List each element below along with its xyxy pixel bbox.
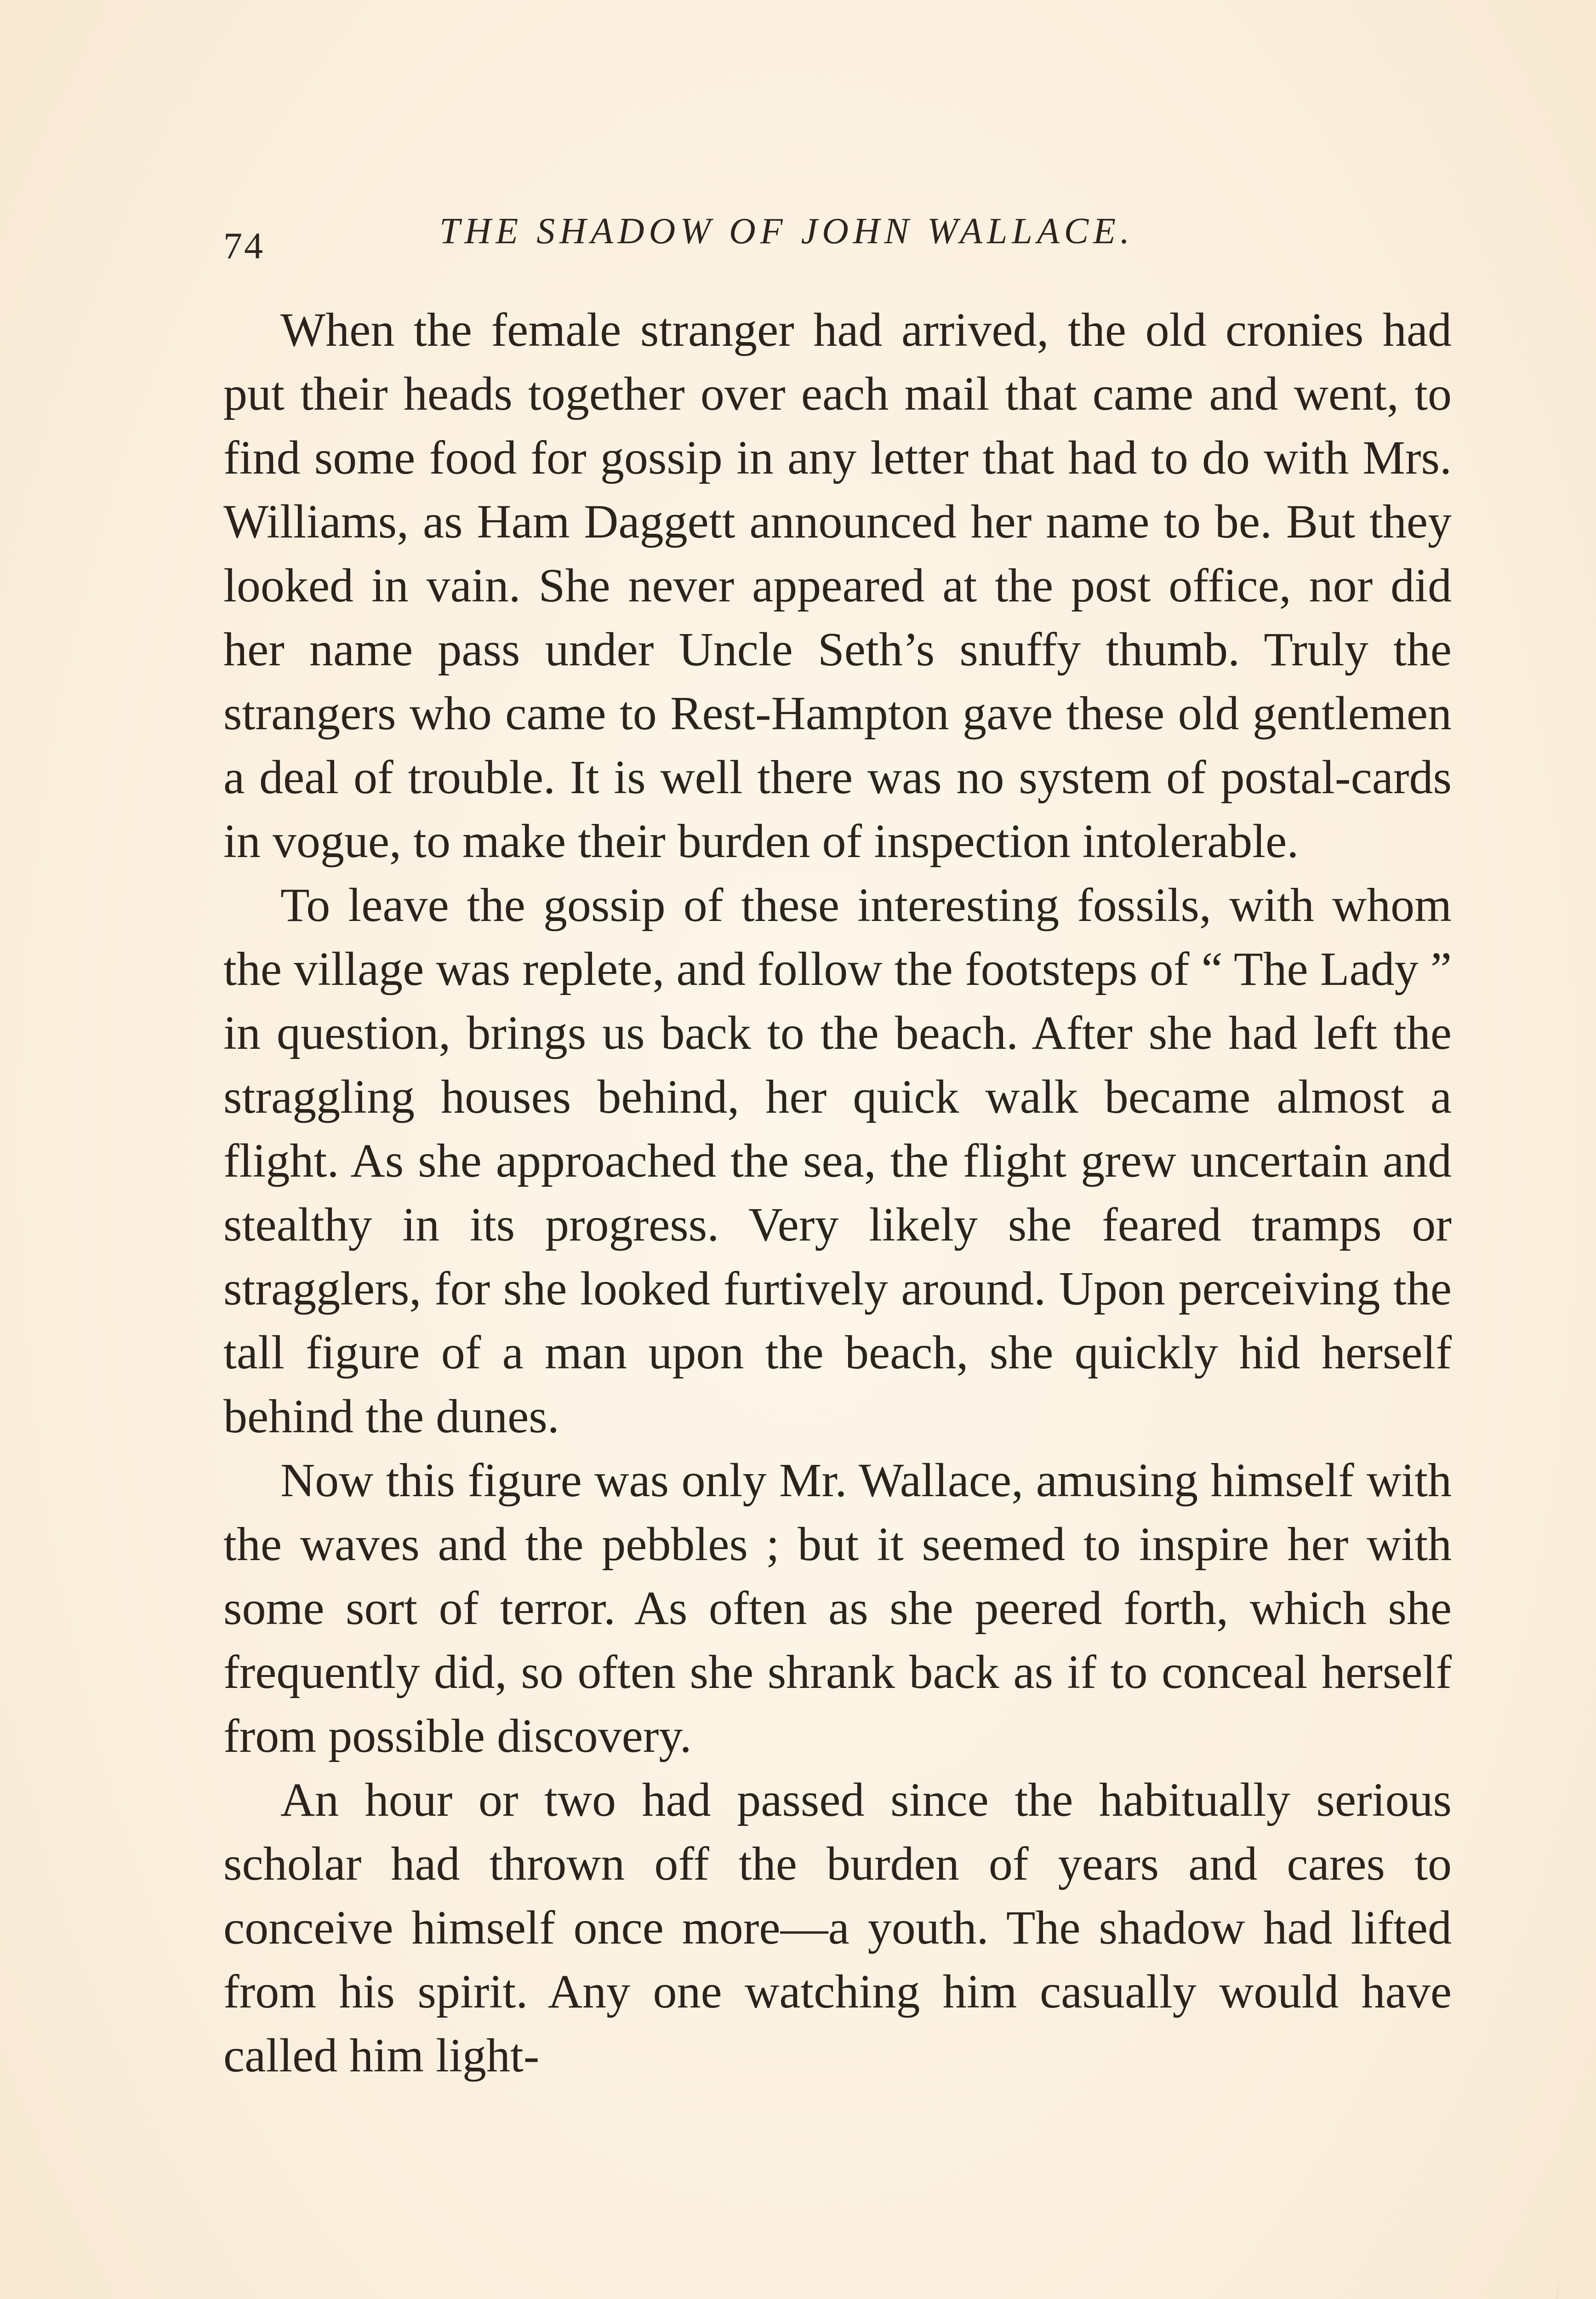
page-number: 74 [223,225,265,267]
running-head [223,211,1451,266]
paragraph-4: An hour or two had passed since the habitually serious scholar had thrown off the burden of years and cares to conceive himself once more—a youth. The shadow had lifted from his spirit. Any one watching him casually would have called him light- [223,1773,1452,2082]
paragraph-1: When the female stranger had arrived, the old cronies had put their heads together over each mail that came and went, to find some food for gossip in any letter that had to do with Mrs. Williams, as Ham Daggett announced her name to be. But they looked in vain. She never appeared at the post office, nor did her name pass under Uncle Seth’s snuffy thumb. Truly the strangers who came to Rest-Hampton gave these old gentlemen a deal of trouble. It is well there was no system of postal-cards in vogue, to make their burden of inspection intolerable. [223,303,1452,868]
body-text [223,298,1452,2087]
paragraph-2: To leave the gossip of these interesting fossils, with whom the village was replete, and follow the footsteps of “ The Lady ” in question, brings us back to the beach. After she had left the straggling houses behind, her quick walk became almost a flight. As she approached the sea, the flight grew uncertain and stealthy in its progress. Very likely she feared tramps or stragglers, for she looked furtively around. Upon perceiving the tall figure of a man upon the beach, she quickly hid herself behind the dunes. [223,879,1452,1443]
running-title: THE SHADOW OF JOHN WALLACE. [439,211,1134,252]
paragraph-3: Now this figure was only Mr. Wallace, amusing himself with the waves and the pebbles ; but it seemed to inspire her with some sort of terror. As often as she peered forth, which she frequently did, so often she shrank back as if to conceal herself from possible discovery. [223,1454,1452,1762]
